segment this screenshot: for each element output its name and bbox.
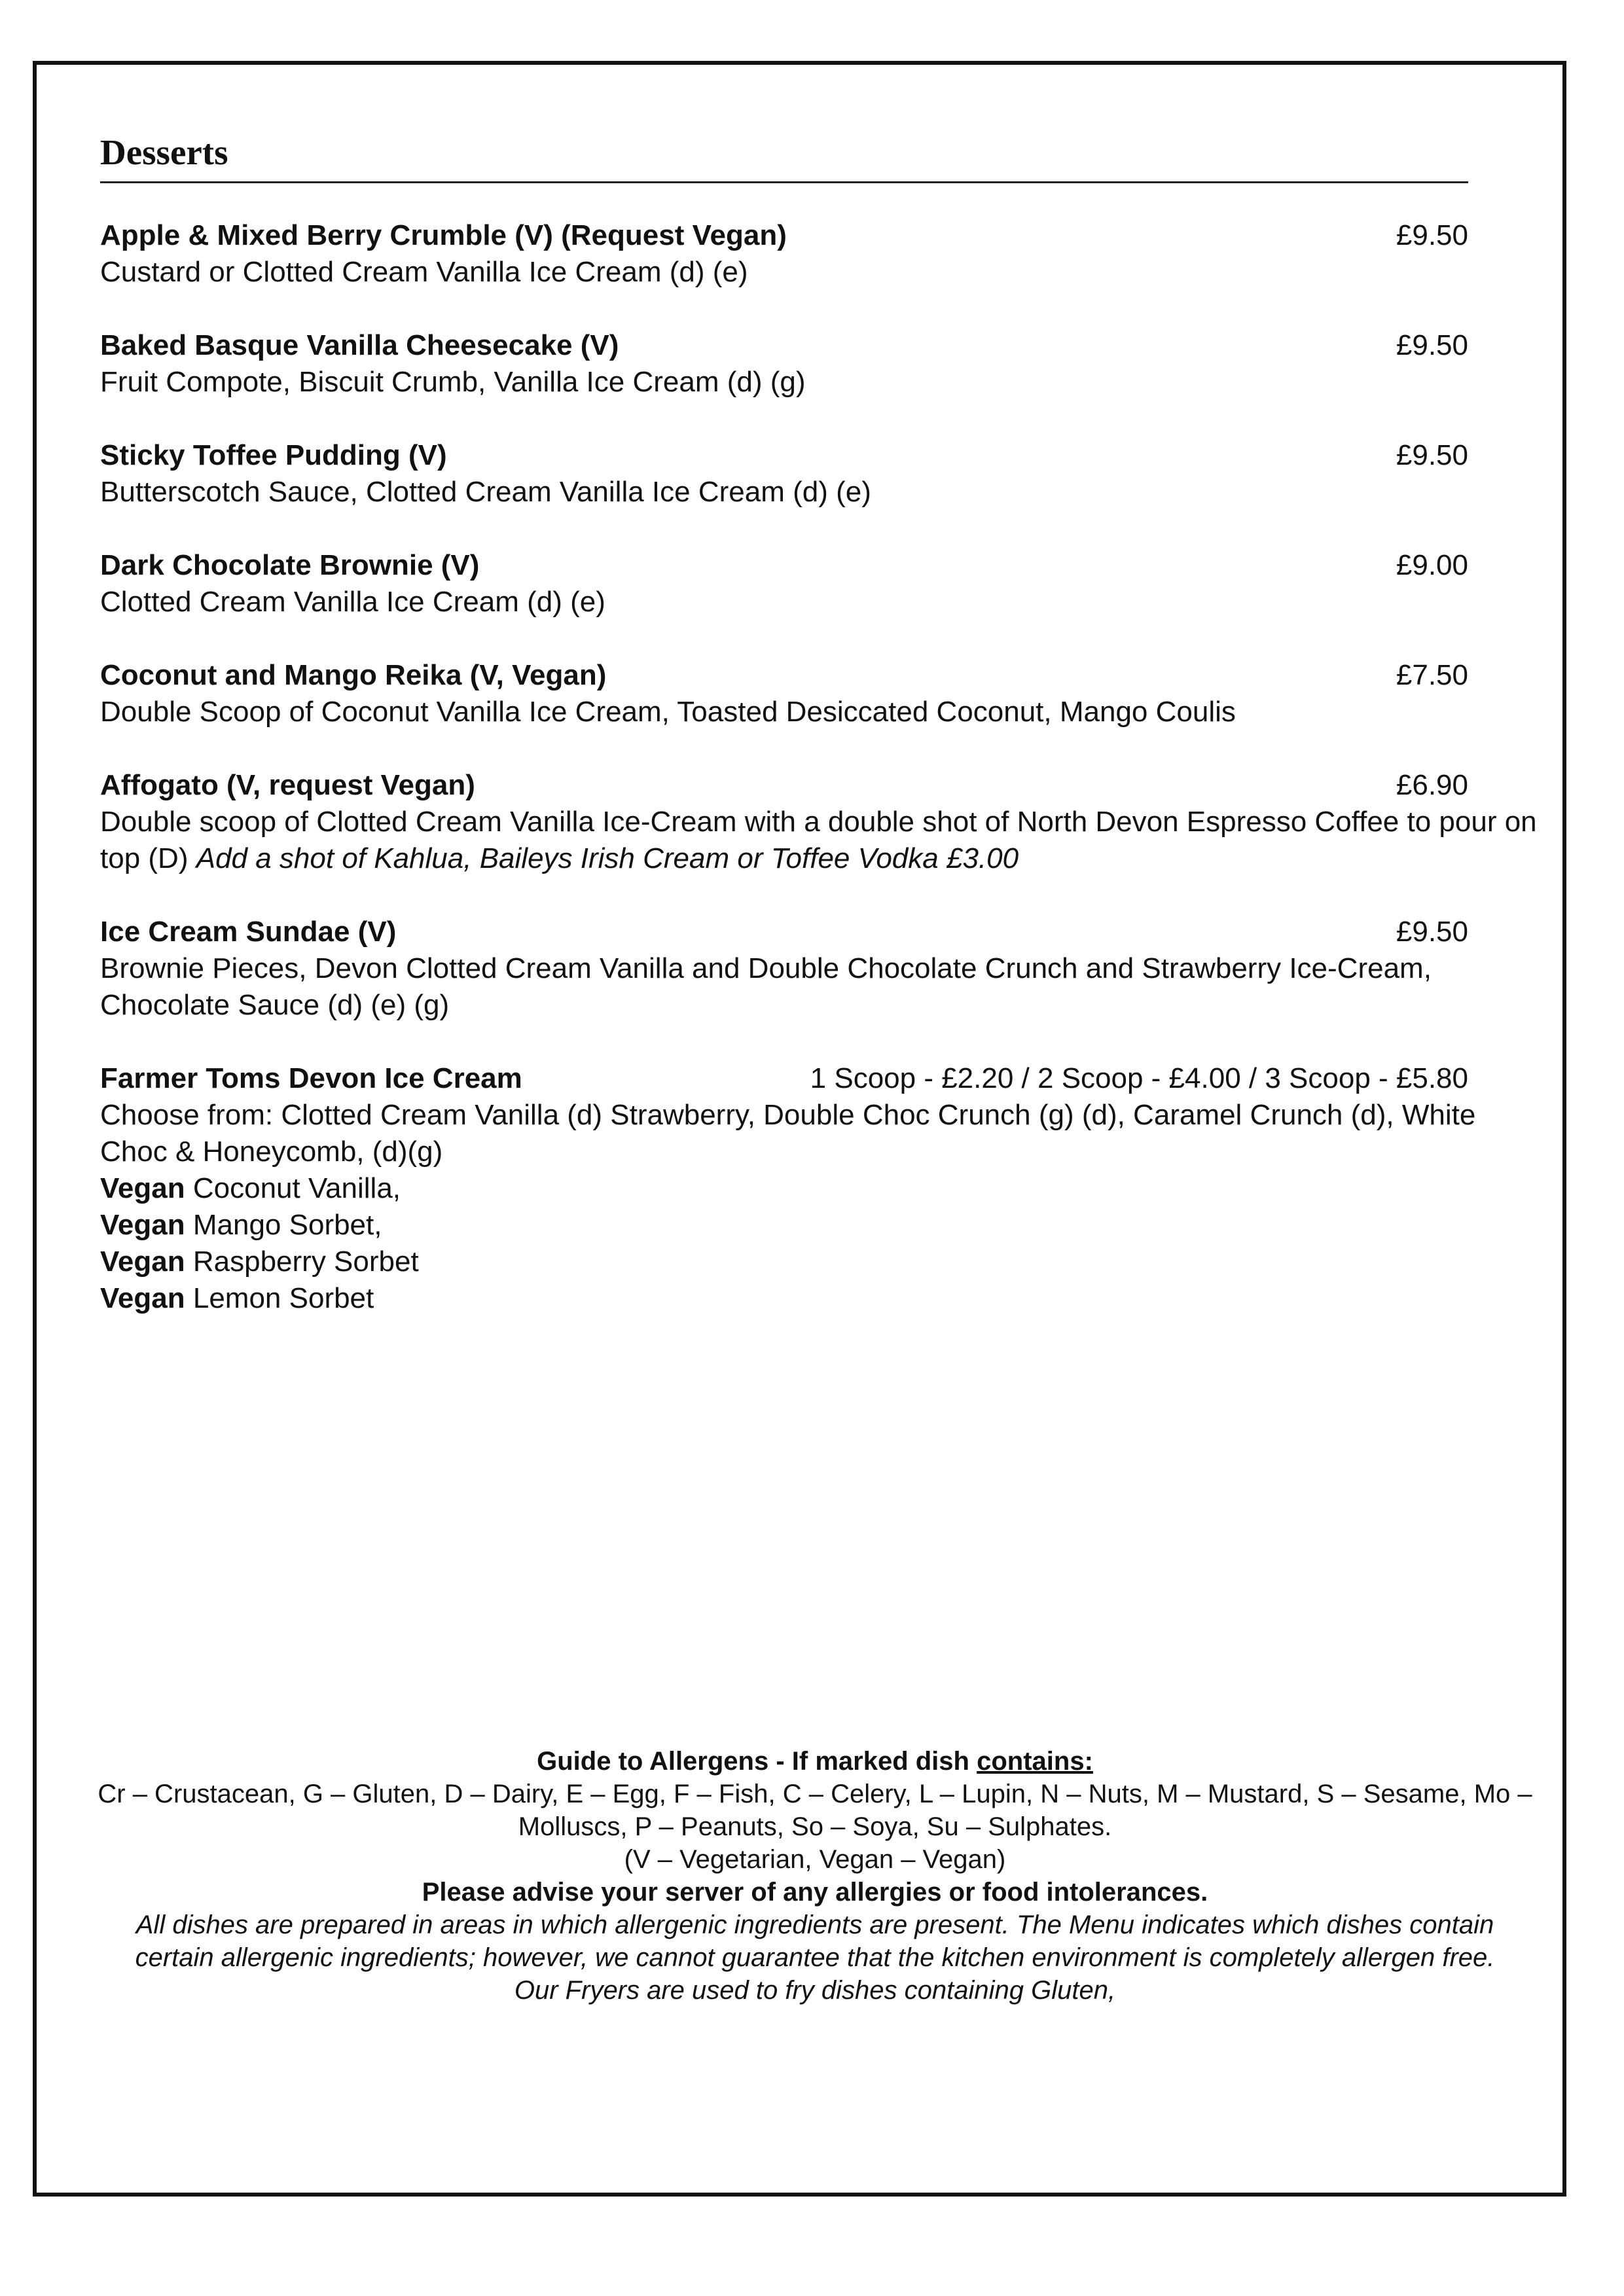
menu-item — [100, 914, 1534, 1024]
menu-content — [100, 132, 1537, 1354]
allergen-list: Cr – Crustacean, G – Gluten, D – Dairy, E – Egg, F – Fish, C – Celery, L – Lupin, N – Nuts, M – Mustard, S – Sesame, Mo – Molluscs, P – Peanuts, So – Soya, Su – Sulphates. — [98, 1780, 1532, 1841]
item-price: £9.00 — [1396, 549, 1468, 581]
vegan-option-name: Raspberry Sorbet — [192, 1246, 419, 1278]
item-price: £9.50 — [1396, 219, 1468, 251]
item-price: 1 Scoop - £2.20 / 2 Scoop - £4.00 / 3 Scoop - £5.80 — [810, 1062, 1468, 1094]
item-price: £9.50 — [1396, 329, 1468, 361]
item-price: £9.50 — [1396, 439, 1468, 471]
menu-item — [100, 437, 1534, 511]
dietary-key: (V – Vegetarian, Vegan – Vegan) — [624, 1845, 1006, 1874]
item-description: Choose from: Clotted Cream Vanilla (d) Strawberry, Double Choc Crunch (g) (d), Caramel Crunch (d), White Choc & Honeycomb, (d)(g) — [100, 1099, 1476, 1168]
menu-item — [100, 547, 1534, 620]
allergen-guide-title — [85, 1745, 1545, 1778]
dessert-list — [100, 217, 1537, 1317]
item-price: £9.50 — [1396, 916, 1468, 948]
allergen-guide — [85, 1745, 1545, 2007]
vegan-option — [100, 1207, 1534, 1244]
item-description — [100, 804, 1550, 877]
item-description-text: Double scoop of Clotted Cream Vanilla Ice-Cream with a double shot of North Devon Espresso Coffee to pour on top (D) — [100, 806, 1537, 874]
vegan-label: Vegan — [100, 1172, 185, 1204]
menu-item — [100, 767, 1537, 877]
item-description: Double Scoop of Coconut Vanilla Ice Cream, Toasted Desiccated Coconut, Mango Coulis — [100, 696, 1236, 728]
item-price: £7.50 — [1396, 659, 1468, 691]
allergen-title-text: Guide to Allergens - If marked dish — [537, 1747, 977, 1776]
item-name: Dark Chocolate Brownie (V) — [100, 549, 480, 581]
vegan-option — [100, 1170, 1534, 1207]
menu-item — [100, 217, 1534, 291]
section-title: Desserts — [100, 132, 228, 172]
item-name: Sticky Toffee Pudding (V) — [100, 439, 447, 471]
vegan-option-name: Mango Sorbet, — [192, 1209, 382, 1241]
vegan-label: Vegan — [100, 1282, 185, 1314]
item-name: Baked Basque Vanilla Cheesecake (V) — [100, 329, 619, 361]
vegan-option — [100, 1280, 1534, 1317]
item-extra-note: Add a shot of Kahlua, Baileys Irish Cream or Toffee Vodka £3.00 — [196, 842, 1019, 874]
item-description: Fruit Compote, Biscuit Crumb, Vanilla Ice Cream (d) (g) — [100, 366, 806, 398]
vegan-option-name: Coconut Vanilla, — [192, 1172, 401, 1204]
allergy-advice: Please advise your server of any allergies or food intolerances. — [422, 1878, 1208, 1907]
vegan-option-name: Lemon Sorbet — [192, 1282, 374, 1314]
item-description: Butterscotch Sauce, Clotted Cream Vanilla Ice Cream (d) (e) — [100, 476, 871, 508]
allergen-disclaimer: All dishes are prepared in areas in which allergenic ingredients are present. The Menu indicates which dishes contain certain allergenic ingredients; however, we cannot guarantee that the kitchen environment is completely allergen free. Our Fryers are used to fry dishes containing Gluten, — [135, 1910, 1495, 2005]
vegan-label: Vegan — [100, 1246, 185, 1278]
menu-item — [100, 1060, 1534, 1317]
menu-item — [100, 657, 1534, 730]
vegan-label: Vegan — [100, 1209, 185, 1241]
item-description: Brownie Pieces, Devon Clotted Cream Vanilla and Double Chocolate Crunch and Strawberry Ice-Cream, Chocolate Sauce (d) (e) (g) — [100, 952, 1432, 1021]
allergen-title-emphasis: contains: — [977, 1747, 1093, 1776]
item-name: Coconut and Mango Reika (V, Vegan) — [100, 659, 607, 691]
item-price: £6.90 — [1396, 769, 1468, 801]
item-name: Ice Cream Sundae (V) — [100, 916, 397, 948]
item-description: Custard or Clotted Cream Vanilla Ice Cream (d) (e) — [100, 256, 748, 288]
item-name: Affogato (V, request Vegan) — [100, 769, 475, 801]
menu-item — [100, 327, 1534, 401]
item-name: Farmer Toms Devon Ice Cream — [100, 1062, 522, 1094]
vegan-option — [100, 1244, 1534, 1280]
section-divider — [100, 181, 1468, 183]
item-name: Apple & Mixed Berry Crumble (V) (Request Vegan) — [100, 219, 787, 251]
item-description: Clotted Cream Vanilla Ice Cream (d) (e) — [100, 586, 605, 618]
